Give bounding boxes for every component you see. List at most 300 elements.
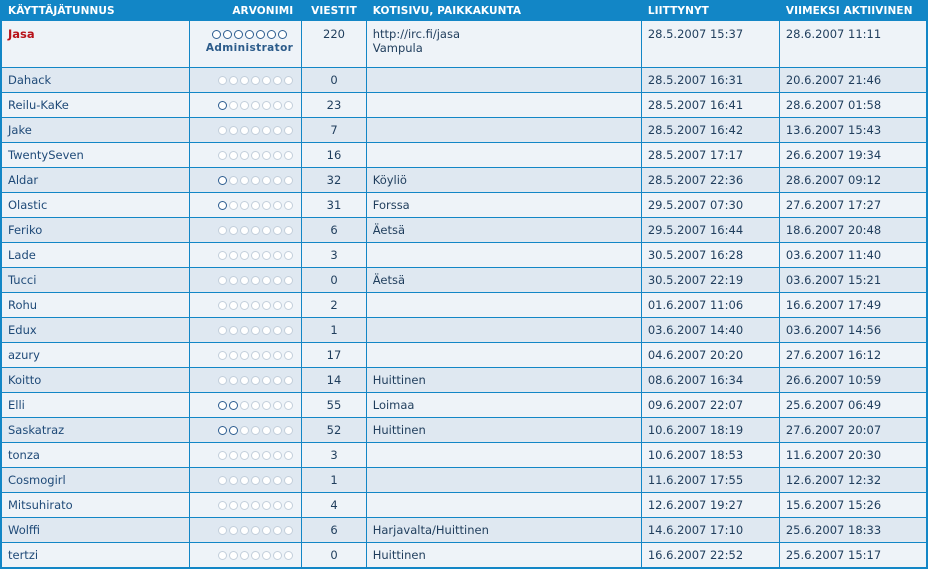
city-text: Huittinen bbox=[372, 373, 426, 387]
rank-indicator bbox=[218, 173, 293, 187]
username-cell bbox=[2, 193, 189, 217]
rank-dot-icon bbox=[240, 426, 249, 435]
rank-dot-icon bbox=[273, 276, 282, 285]
rank-dots bbox=[218, 176, 293, 185]
table-row bbox=[2, 168, 926, 192]
posts-cell: 3 bbox=[302, 443, 365, 467]
home-cell bbox=[367, 318, 641, 342]
rank-dot-icon bbox=[229, 476, 238, 485]
rank-dots bbox=[218, 551, 293, 560]
rank-indicator bbox=[218, 273, 293, 287]
rank-dot-icon bbox=[240, 101, 249, 110]
table-row bbox=[2, 193, 926, 217]
rank-dot-icon bbox=[262, 301, 271, 310]
rank-dot-icon bbox=[262, 326, 271, 335]
table-row bbox=[2, 543, 926, 567]
joined-cell: 09.6.2007 22:07 bbox=[642, 393, 779, 417]
rank-dot-icon bbox=[284, 126, 293, 135]
joined-cell: 28.5.2007 16:31 bbox=[642, 68, 779, 92]
username-cell bbox=[2, 418, 189, 442]
rank-dot-icon bbox=[229, 301, 238, 310]
username-column-header[interactable]: KÄYTTÄJÄTUNNUS bbox=[2, 1, 189, 20]
last-active-cell: 28.6.2007 01:58 bbox=[780, 93, 926, 117]
rank-cell bbox=[190, 543, 301, 567]
last-active-cell: 25.6.2007 06:49 bbox=[780, 393, 926, 417]
rank-cell bbox=[190, 118, 301, 142]
rank-dot-icon bbox=[262, 126, 271, 135]
home-cell bbox=[367, 518, 641, 542]
last-active-cell: 27.6.2007 17:27 bbox=[780, 193, 926, 217]
username-link[interactable]: Elli bbox=[8, 398, 25, 412]
rank-cell bbox=[190, 218, 301, 242]
rank-dot-icon bbox=[229, 551, 238, 560]
username-cell bbox=[2, 218, 189, 242]
username-link[interactable]: TwentySeven bbox=[8, 148, 84, 162]
rank-dots bbox=[218, 226, 293, 235]
table-row bbox=[2, 218, 926, 242]
rank-dot-icon bbox=[240, 551, 249, 560]
rank-cell bbox=[190, 418, 301, 442]
joined-cell: 04.6.2007 20:20 bbox=[642, 343, 779, 367]
rank-dots bbox=[218, 526, 293, 535]
table-row bbox=[2, 368, 926, 392]
joined-cell: 14.6.2007 17:10 bbox=[642, 518, 779, 542]
table-row bbox=[2, 343, 926, 367]
rank-dot-icon bbox=[240, 526, 249, 535]
rank-cell bbox=[190, 368, 301, 392]
rank-dot-icon bbox=[218, 476, 227, 485]
posts-cell: 4 bbox=[302, 493, 365, 517]
rank-dots bbox=[218, 326, 293, 335]
username-cell bbox=[2, 518, 189, 542]
username-link[interactable]: Wolffi bbox=[8, 523, 41, 537]
member-list-table bbox=[1, 0, 927, 568]
rank-dot-icon bbox=[262, 226, 271, 235]
rank-dot-icon bbox=[240, 176, 249, 185]
home-cell bbox=[367, 443, 641, 467]
rank-dot-icon bbox=[251, 351, 260, 360]
rank-dot-icon bbox=[251, 101, 260, 110]
posts-cell: 0 bbox=[302, 543, 365, 567]
username-link[interactable]: Reilu-KaKe bbox=[8, 98, 69, 112]
rank-dots bbox=[218, 201, 293, 210]
rank-dot-icon bbox=[218, 326, 227, 335]
city-text: Harjavalta/Huittinen bbox=[372, 523, 489, 537]
username-cell bbox=[2, 368, 189, 392]
rank-dots bbox=[218, 301, 293, 310]
rank-dot-icon bbox=[229, 101, 238, 110]
username-link[interactable]: Lade bbox=[8, 248, 36, 262]
rank-dot-icon bbox=[240, 351, 249, 360]
rank-dot-icon bbox=[284, 376, 293, 385]
rank-dot-icon bbox=[262, 476, 271, 485]
rank-cell bbox=[190, 318, 301, 342]
rank-dot-icon bbox=[229, 276, 238, 285]
table-row bbox=[2, 93, 926, 117]
rank-dot-icon bbox=[273, 501, 282, 510]
rank-dot-icon bbox=[273, 176, 282, 185]
rank-dot-icon bbox=[218, 101, 227, 110]
rank-dot-icon bbox=[240, 126, 249, 135]
rank-indicator bbox=[206, 27, 293, 54]
rank-dots bbox=[218, 251, 293, 260]
table-row bbox=[2, 468, 926, 492]
rank-dot-icon bbox=[251, 176, 260, 185]
home-cell bbox=[367, 193, 641, 217]
rank-dot-icon bbox=[240, 401, 249, 410]
rank-dot-icon bbox=[284, 201, 293, 210]
username-link[interactable]: Jasa bbox=[8, 27, 35, 41]
rank-dot-icon bbox=[273, 526, 282, 535]
joined-cell: 28.5.2007 16:42 bbox=[642, 118, 779, 142]
rank-dot-icon bbox=[273, 451, 282, 460]
rank-dot-icon bbox=[284, 526, 293, 535]
home-cell bbox=[367, 543, 641, 567]
username-link[interactable]: Tucci bbox=[8, 273, 37, 287]
rank-cell bbox=[190, 193, 301, 217]
rank-dot-icon bbox=[284, 426, 293, 435]
username-cell bbox=[2, 118, 189, 142]
joined-cell: 10.6.2007 18:53 bbox=[642, 443, 779, 467]
rank-dot-icon bbox=[251, 126, 260, 135]
home-cell bbox=[367, 243, 641, 267]
rank-dot-icon bbox=[218, 126, 227, 135]
home-cell bbox=[367, 168, 641, 192]
home-cell bbox=[367, 21, 641, 67]
joined-cell: 30.5.2007 22:19 bbox=[642, 268, 779, 292]
rank-dot-icon bbox=[240, 376, 249, 385]
rank-dot-icon bbox=[218, 501, 227, 510]
home-cell bbox=[367, 493, 641, 517]
rank-dot-icon bbox=[218, 351, 227, 360]
rank-dot-icon bbox=[251, 326, 260, 335]
last-active-cell: 20.6.2007 21:46 bbox=[780, 68, 926, 92]
city-text: Forssa bbox=[372, 198, 410, 212]
rank-dot-icon bbox=[229, 226, 238, 235]
rank-cell bbox=[190, 493, 301, 517]
rank-dots bbox=[218, 351, 293, 360]
city-text: Äetsä bbox=[372, 273, 406, 287]
homepage-link[interactable]: http://irc.fi/jasa bbox=[372, 27, 461, 41]
joined-cell: 30.5.2007 16:28 bbox=[642, 243, 779, 267]
rank-dot-icon bbox=[251, 426, 260, 435]
username-link[interactable]: Mitsuhirato bbox=[8, 498, 73, 512]
rank-indicator bbox=[218, 448, 293, 462]
posts-cell: 32 bbox=[302, 168, 365, 192]
rank-dot-icon bbox=[262, 151, 271, 160]
table-row bbox=[2, 268, 926, 292]
rank-dot-icon bbox=[284, 251, 293, 260]
rank-dot-icon bbox=[273, 301, 282, 310]
rank-dot-icon bbox=[251, 76, 260, 85]
rank-dot-icon bbox=[273, 326, 282, 335]
city-text: Vampula bbox=[372, 41, 423, 55]
rank-dot-icon bbox=[262, 251, 271, 260]
rank-dot-icon bbox=[284, 276, 293, 285]
rank-dot-icon bbox=[229, 351, 238, 360]
posts-cell: 23 bbox=[302, 93, 365, 117]
table-row bbox=[2, 118, 926, 142]
rank-indicator bbox=[218, 548, 293, 562]
rank-dot-icon bbox=[284, 151, 293, 160]
rank-cell bbox=[190, 343, 301, 367]
posts-cell: 3 bbox=[302, 243, 365, 267]
rank-dot-icon bbox=[284, 326, 293, 335]
joined-cell: 28.5.2007 22:36 bbox=[642, 168, 779, 192]
rank-cell bbox=[190, 93, 301, 117]
rank-dot-icon bbox=[218, 401, 227, 410]
last-active-cell: 28.6.2007 09:12 bbox=[780, 168, 926, 192]
rank-cell bbox=[190, 21, 301, 67]
table-row bbox=[2, 518, 926, 542]
posts-cell: 17 bbox=[302, 343, 365, 367]
home-cell bbox=[367, 143, 641, 167]
rank-dot-icon bbox=[240, 476, 249, 485]
rank-dot-icon bbox=[218, 276, 227, 285]
username-cell bbox=[2, 143, 189, 167]
rank-dot-icon bbox=[240, 276, 249, 285]
rank-dot-icon bbox=[229, 201, 238, 210]
joined-cell: 29.5.2007 07:30 bbox=[642, 193, 779, 217]
rank-dots bbox=[212, 30, 287, 39]
rank-dot-icon bbox=[240, 301, 249, 310]
rank-dot-icon bbox=[262, 526, 271, 535]
rank-dot-icon bbox=[262, 201, 271, 210]
rank-dot-icon bbox=[229, 376, 238, 385]
rank-dot-icon bbox=[218, 551, 227, 560]
rank-cell bbox=[190, 468, 301, 492]
rank-dot-icon bbox=[240, 501, 249, 510]
rank-indicator bbox=[218, 473, 293, 487]
rank-dot-icon bbox=[273, 401, 282, 410]
home-cell bbox=[367, 293, 641, 317]
rank-dot-icon bbox=[273, 551, 282, 560]
rank-indicator bbox=[218, 223, 293, 237]
home-cell bbox=[367, 393, 641, 417]
rank-dot-icon bbox=[251, 401, 260, 410]
rank-dot-icon bbox=[223, 30, 232, 39]
username-link[interactable]: Dahack bbox=[8, 73, 52, 87]
rank-dot-icon bbox=[284, 226, 293, 235]
home-cell bbox=[367, 218, 641, 242]
last-active-cell: 18.6.2007 20:48 bbox=[780, 218, 926, 242]
joined-cell: 11.6.2007 17:55 bbox=[642, 468, 779, 492]
rank-column-header: ARVONIMI bbox=[190, 1, 301, 20]
last-active-cell: 03.6.2007 14:56 bbox=[780, 318, 926, 342]
rank-dots bbox=[218, 501, 293, 510]
rank-dot-icon bbox=[284, 451, 293, 460]
posts-column-header[interactable]: VIESTIT bbox=[302, 1, 365, 20]
username-link[interactable]: Feriko bbox=[8, 223, 43, 237]
posts-cell: 55 bbox=[302, 393, 365, 417]
rank-dot-icon bbox=[273, 76, 282, 85]
rank-dot-icon bbox=[218, 376, 227, 385]
username-cell bbox=[2, 443, 189, 467]
rank-indicator bbox=[218, 498, 293, 512]
last-active-cell: 12.6.2007 12:32 bbox=[780, 468, 926, 492]
rank-indicator bbox=[218, 398, 293, 412]
username-cell bbox=[2, 268, 189, 292]
rank-cell bbox=[190, 268, 301, 292]
username-link[interactable]: azury bbox=[8, 348, 40, 362]
rank-dot-icon bbox=[251, 151, 260, 160]
last-active-cell: 26.6.2007 10:59 bbox=[780, 368, 926, 392]
rank-dot-icon bbox=[229, 326, 238, 335]
last-active-column-header[interactable]: VIIMEKSI AKTIIVINEN bbox=[780, 1, 926, 20]
rank-dot-icon bbox=[218, 301, 227, 310]
rank-cell bbox=[190, 293, 301, 317]
joined-column-header[interactable]: LIITTYNYT bbox=[642, 1, 779, 20]
rank-dot-icon bbox=[229, 451, 238, 460]
rank-dot-icon bbox=[251, 376, 260, 385]
rank-indicator bbox=[218, 148, 293, 162]
rank-indicator bbox=[218, 423, 293, 437]
home-cell bbox=[367, 368, 641, 392]
rank-dot-icon bbox=[251, 476, 260, 485]
rank-dot-icon bbox=[218, 176, 227, 185]
city-text: Huittinen bbox=[372, 548, 426, 562]
rank-dots bbox=[218, 476, 293, 485]
table-row bbox=[2, 68, 926, 92]
rank-dot-icon bbox=[262, 451, 271, 460]
username-link[interactable]: Koitto bbox=[8, 373, 42, 387]
username-link[interactable]: Jake bbox=[8, 123, 32, 137]
username-link[interactable]: Rohu bbox=[8, 298, 38, 312]
rank-dot-icon bbox=[278, 30, 287, 39]
last-active-cell: 03.6.2007 11:40 bbox=[780, 243, 926, 267]
rank-cell bbox=[190, 443, 301, 467]
last-active-cell: 28.6.2007 11:11 bbox=[780, 21, 926, 67]
rank-dot-icon bbox=[262, 501, 271, 510]
joined-cell: 12.6.2007 19:27 bbox=[642, 493, 779, 517]
rank-dot-icon bbox=[262, 351, 271, 360]
table-row bbox=[2, 318, 926, 342]
last-active-cell: 27.6.2007 20:07 bbox=[780, 418, 926, 442]
rank-indicator bbox=[218, 248, 293, 262]
rank-dot-icon bbox=[229, 76, 238, 85]
rank-cell bbox=[190, 243, 301, 267]
rank-dot-icon bbox=[251, 451, 260, 460]
rank-indicator bbox=[218, 123, 293, 137]
rank-cell bbox=[190, 518, 301, 542]
rank-dot-icon bbox=[234, 30, 243, 39]
username-cell bbox=[2, 243, 189, 267]
username-link[interactable]: Saskatraz bbox=[8, 423, 65, 437]
rank-dot-icon bbox=[229, 176, 238, 185]
joined-cell: 08.6.2007 16:34 bbox=[642, 368, 779, 392]
rank-dot-icon bbox=[273, 201, 282, 210]
username-link[interactable]: Olastic bbox=[8, 198, 48, 212]
rank-dot-icon bbox=[284, 76, 293, 85]
table-row bbox=[2, 393, 926, 417]
username-link[interactable]: tonza bbox=[8, 448, 40, 462]
joined-cell: 03.6.2007 14:40 bbox=[642, 318, 779, 342]
rank-dot-icon bbox=[218, 251, 227, 260]
rank-dot-icon bbox=[218, 76, 227, 85]
home-cell bbox=[367, 468, 641, 492]
last-active-cell: 25.6.2007 18:33 bbox=[780, 518, 926, 542]
rank-indicator bbox=[218, 198, 293, 212]
home-cell bbox=[367, 343, 641, 367]
rank-dot-icon bbox=[251, 201, 260, 210]
rank-dot-icon bbox=[212, 30, 221, 39]
table-row bbox=[2, 293, 926, 317]
rank-dot-icon bbox=[273, 426, 282, 435]
rank-dot-icon bbox=[262, 176, 271, 185]
username-cell bbox=[2, 493, 189, 517]
rank-indicator bbox=[218, 298, 293, 312]
last-active-cell: 13.6.2007 15:43 bbox=[780, 118, 926, 142]
rank-dot-icon bbox=[262, 101, 271, 110]
rank-dot-icon bbox=[240, 451, 249, 460]
rank-dot-icon bbox=[218, 226, 227, 235]
rank-dot-icon bbox=[240, 151, 249, 160]
username-link[interactable]: Aldar bbox=[8, 173, 39, 187]
rank-dot-icon bbox=[284, 401, 293, 410]
home-column-header: KOTISIVU, PAIKKAKUNTA bbox=[367, 1, 641, 20]
table-row bbox=[2, 493, 926, 517]
rank-dot-icon bbox=[251, 251, 260, 260]
username-cell bbox=[2, 318, 189, 342]
rank-dot-icon bbox=[229, 251, 238, 260]
rank-dot-icon bbox=[273, 226, 282, 235]
rank-dot-icon bbox=[251, 276, 260, 285]
table-row bbox=[2, 243, 926, 267]
rank-dot-icon bbox=[240, 326, 249, 335]
rank-dot-icon bbox=[267, 30, 276, 39]
rank-dot-icon bbox=[240, 76, 249, 85]
rank-dot-icon bbox=[256, 30, 265, 39]
posts-cell: 2 bbox=[302, 293, 365, 317]
rank-dot-icon bbox=[284, 101, 293, 110]
rank-dot-icon bbox=[284, 476, 293, 485]
joined-cell: 01.6.2007 11:06 bbox=[642, 293, 779, 317]
username-link[interactable]: tertzi bbox=[8, 548, 39, 562]
posts-cell: 31 bbox=[302, 193, 365, 217]
home-cell bbox=[367, 268, 641, 292]
posts-cell: 14 bbox=[302, 368, 365, 392]
rank-indicator bbox=[218, 323, 293, 337]
last-active-cell: 15.6.2007 15:26 bbox=[780, 493, 926, 517]
rank-dot-icon bbox=[284, 301, 293, 310]
rank-cell bbox=[190, 393, 301, 417]
rank-indicator bbox=[218, 98, 293, 112]
rank-indicator bbox=[218, 73, 293, 87]
username-link[interactable]: Cosmogirl bbox=[8, 473, 66, 487]
rank-dot-icon bbox=[273, 351, 282, 360]
rank-dot-icon bbox=[229, 501, 238, 510]
rank-dot-icon bbox=[262, 76, 271, 85]
rank-dots bbox=[218, 276, 293, 285]
rank-indicator bbox=[218, 373, 293, 387]
rank-dot-icon bbox=[251, 226, 260, 235]
username-link[interactable]: Edux bbox=[8, 323, 37, 337]
joined-cell: 29.5.2007 16:44 bbox=[642, 218, 779, 242]
rank-dot-icon bbox=[218, 201, 227, 210]
rank-dot-icon bbox=[229, 526, 238, 535]
rank-dots bbox=[218, 76, 293, 85]
rank-dots bbox=[218, 126, 293, 135]
rank-dot-icon bbox=[273, 151, 282, 160]
rank-dots bbox=[218, 376, 293, 385]
rank-dot-icon bbox=[240, 251, 249, 260]
city-text: Äetsä bbox=[372, 223, 406, 237]
posts-cell: 16 bbox=[302, 143, 365, 167]
home-cell bbox=[367, 418, 641, 442]
username-cell bbox=[2, 343, 189, 367]
username-cell bbox=[2, 168, 189, 192]
rank-dot-icon bbox=[284, 501, 293, 510]
